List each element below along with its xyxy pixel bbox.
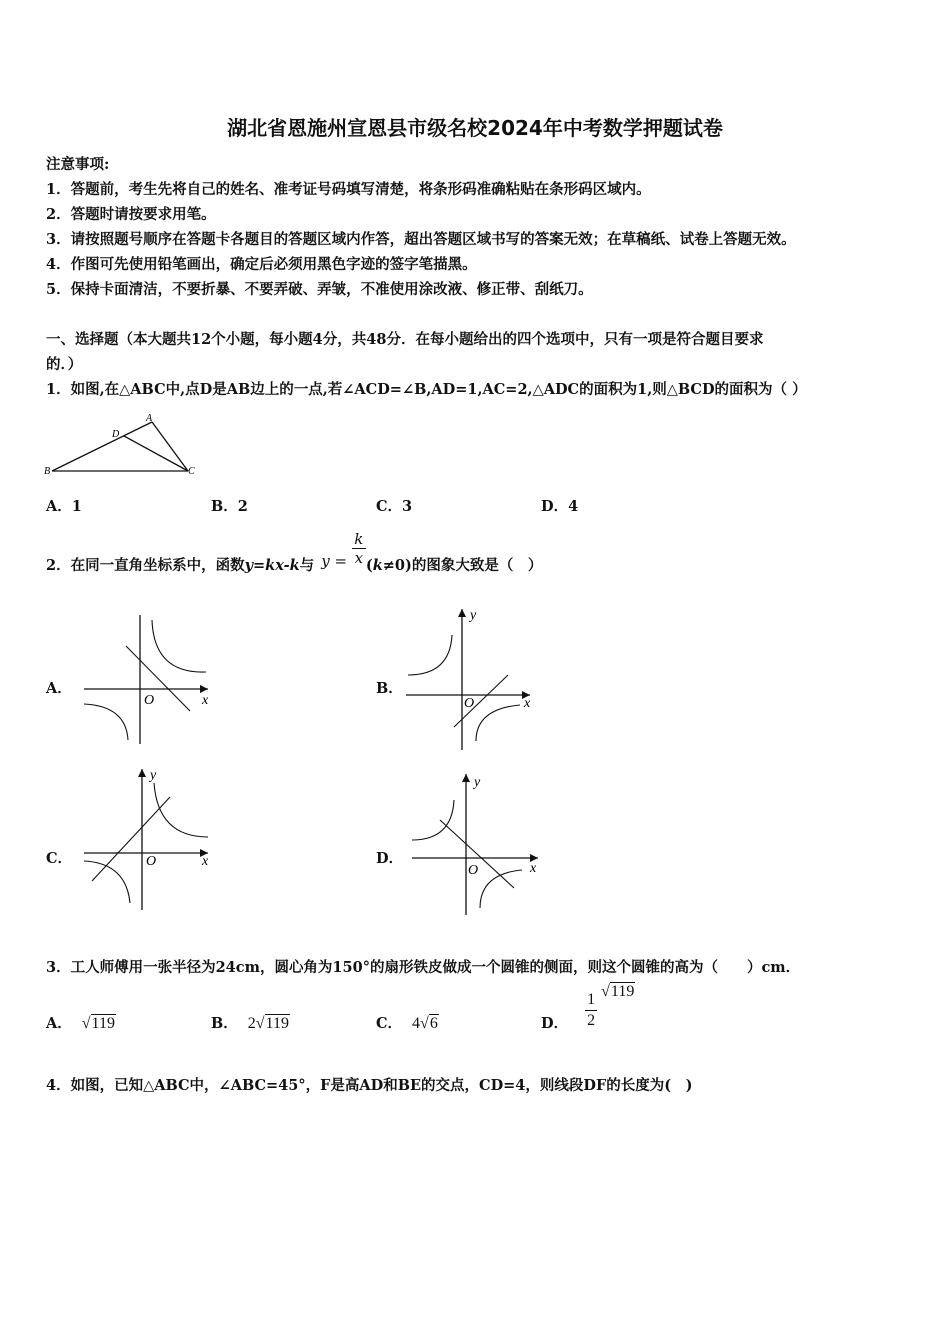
q3-option-b[interactable]: B． 2√119 <box>211 1015 289 1032</box>
q2-option-d[interactable]: D． <box>376 850 404 867</box>
question-1-text: 1．如图,在△ABC中,点D是AB边上的一点,若∠ACD=∠B,AD=1,AC=2,△ADC的面积为1,则△BCD的面积为（ ） <box>46 381 807 398</box>
q1-triangle-figure <box>42 410 202 480</box>
q2-graph-b <box>400 605 550 755</box>
q1-option-d[interactable]: D．4 <box>541 498 579 515</box>
svg-text:y: y <box>470 608 477 623</box>
svg-text:O: O <box>468 863 479 878</box>
svg-text:O: O <box>464 696 475 711</box>
q1-option-a[interactable]: A．1 <box>46 498 82 515</box>
q3-option-a[interactable]: A． √119 <box>46 1015 115 1032</box>
svg-text:y: y <box>474 775 481 790</box>
notice-heading: 注意事项: <box>46 156 110 173</box>
q2-option-a[interactable]: A． <box>46 680 72 697</box>
label-b: B <box>44 466 51 477</box>
svg-text:x: x <box>530 861 537 876</box>
q3-option-d[interactable]: D． $\frac{1}{2}$ √119 <box>541 983 635 1032</box>
q1-option-c[interactable]: C．3 <box>376 498 413 515</box>
svg-text:O: O <box>146 854 157 869</box>
section-heading-cont: 的．） <box>46 356 83 373</box>
page-title: 湖北省恩施州宣恩县市级名校2024年中考数学押题试卷 <box>227 116 723 140</box>
svg-text:y: y <box>150 768 157 783</box>
section-heading: 一、选择题（本大题共12个小题，每小题4分，共48分．在每小题给出的四个选项中，只有一项是符合题目要求 <box>46 331 764 348</box>
label-c: C <box>188 466 195 477</box>
question-4-text: 4．如图，已知△ABC中，∠ABC=45°，F是高AD和BE的交点，CD=4，则线段DF的长度为( ) <box>46 1077 693 1094</box>
svg-text:x: x <box>202 854 209 869</box>
svg-text:x: x <box>524 696 531 711</box>
q3-option-c[interactable]: C． 4√6 <box>376 1015 438 1032</box>
q1-option-b[interactable]: B．2 <box>211 498 248 515</box>
q2-option-c[interactable]: C． <box>46 850 73 867</box>
notice-item: 1．答题前，考生先将自己的姓名、准考证号码填写清楚，将条形码准确粘贴在条形码区域内。 <box>46 181 651 198</box>
question-3-text: 3．工人师傅用一张半径为24cm，圆心角为150°的扇形铁皮做成一个圆锥的侧面，则这个圆锥的高为（ ）cm． <box>46 959 801 976</box>
notice-item: 3．请按照题号顺序在答题卡各题目的答题区域内作答，超出答题区域书写的答案无效；在草稿纸、试卷上答题无效。 <box>46 231 796 248</box>
label-a: A <box>146 413 153 424</box>
svg-text:x: x <box>202 693 209 708</box>
question-2-text: 2．在同一直角坐标系中，函数y=kx-k与 y = $\frac{k}{x}$ (k≠0)的图象大致是（ ） <box>46 530 543 574</box>
q2-fraction: y = $\frac{k}{x}$ <box>321 530 366 567</box>
q2-graph-c <box>72 765 222 915</box>
q2-graph-a <box>78 612 228 752</box>
q2-func1: y=kx-k <box>244 557 300 574</box>
q2-option-b[interactable]: B． <box>376 680 403 697</box>
label-d: D <box>112 429 120 440</box>
notice-item: 2．答题时请按要求用笔。 <box>46 206 216 223</box>
notice-item: 4．作图可先使用铅笔画出，确定后必须用黑色字迹的签字笔描黑。 <box>46 256 477 273</box>
q2-prefix: 2．在同一直角坐标系中，函数 <box>46 557 245 574</box>
svg-text:O: O <box>144 693 155 708</box>
notice-item: 5．保持卡面清洁，不要折暴、不要弄破、弄皱，不准使用涂改液、修正带、刮纸刀。 <box>46 281 593 298</box>
q2-mid: 与 <box>299 557 315 574</box>
q2-graph-d <box>404 770 554 920</box>
